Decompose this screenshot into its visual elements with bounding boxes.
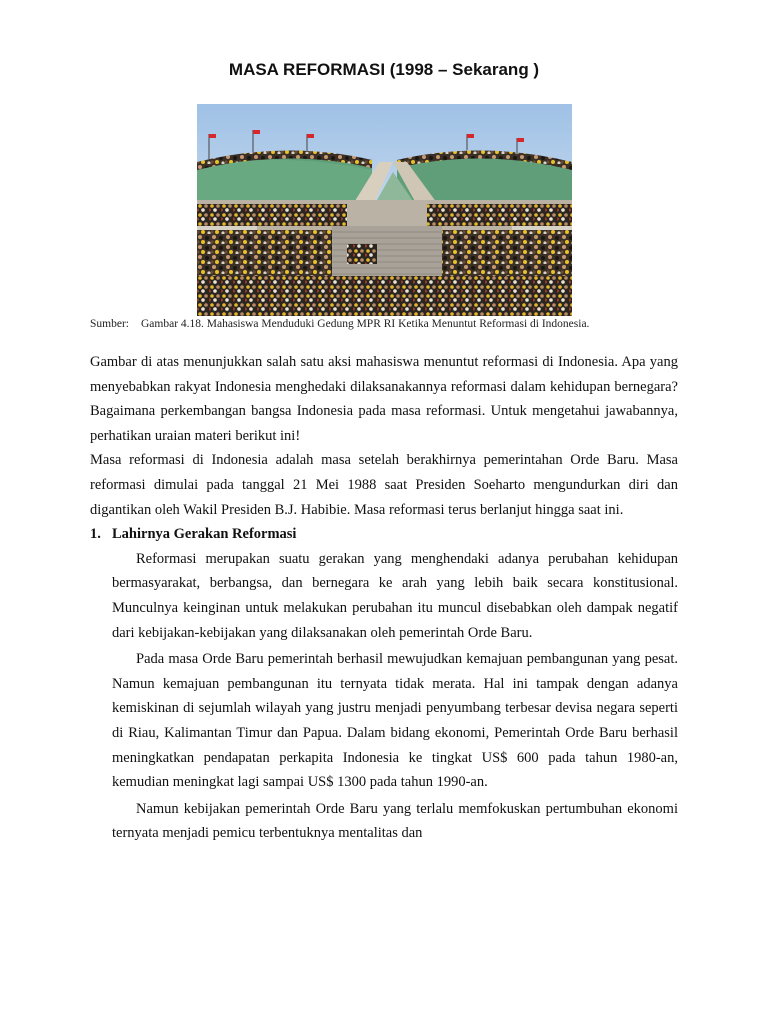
protest-photo: [197, 104, 572, 316]
section-title: Lahirnya Gerakan Reformasi: [112, 526, 297, 543]
section-paragraph: Namun kebijakan pemerintah Orde Baru yang terlalu memfokuskan pertumbuhan ekonomi ternyata menjadi pemicu terbentuknya mentalitas dan: [112, 800, 678, 842]
section-heading: [90, 522, 678, 547]
section-content: [112, 547, 678, 846]
intro-paragraph: Gambar di atas menunjukkan salah satu aksi mahasiswa menuntut reformasi di Indonesia. Apa yang menyebabkan rakyat Indonesia menghedaki dilaksanakannya reformasi dalam kehidupan bernegara? Bagaimana perkembangan bangsa Indonesia pada masa reformasi. Untuk mengetahui jawabannya, perhatikan uraian materi berikut ini!: [90, 354, 678, 444]
document-body: [90, 350, 678, 848]
section-paragraph: Reformasi merupakan suatu gerakan yang menghendaki adanya perubahan kehidupan bermasyarakat, berbangsa, dan bernegara ke arah yang lebih baik secara konstitusional. Munculnya keinginan untuk melakukan perubahan itu muncul disebabkan oleh dampak negatif dari kebijakan-kebijakan yang dilaksanakan oleh pemerintah Orde Baru.: [112, 550, 678, 641]
caption-source: Sumber:: [90, 318, 129, 330]
section-paragraph: Pada masa Orde Baru pemerintah berhasil mewujudkan kemajuan pembangunan yang pesat. Namun kemajuan pembangunan itu ternyata tidak merata. Hal ini tampak dengan adanya kemiskinan di sejumlah wilayah yang justru menjadi penyumbang terbesar devisa negara seperti di Riau, Kalimantan Timur dan Papua. Dalam bidang ekonomi, Pemerintah Orde Baru berhasil meningkatkan pendapatan perkapita Indonesia ke tingkat US$ 600 pada tahun 1980-an, kemudian meningkat lagi sampai US$ 1300 pada tahun 1990-an.: [112, 651, 678, 791]
section-number: 1.: [90, 526, 101, 543]
page-title: MASA REFORMASI (1998 – Sekarang ): [228, 60, 540, 79]
intro-paragraph: Masa reformasi di Indonesia adalah masa setelah berakhirnya pemerintahan Orde Baru. Masa reformasi dimulai pada tanggal 21 Mei 1988 saat Presiden Soeharto mengundurkan diri dan digantikan oleh Wakil Presiden B.J. Habibie. Masa reformasi terus berlanjut hingga saat ini.: [90, 452, 678, 518]
figure-caption: [90, 316, 678, 333]
caption-text: Gambar 4.18. Mahasiswa Menduduki Gedung MPR RI Ketika Menuntut Reformasi di Indonesia.: [140, 318, 590, 330]
